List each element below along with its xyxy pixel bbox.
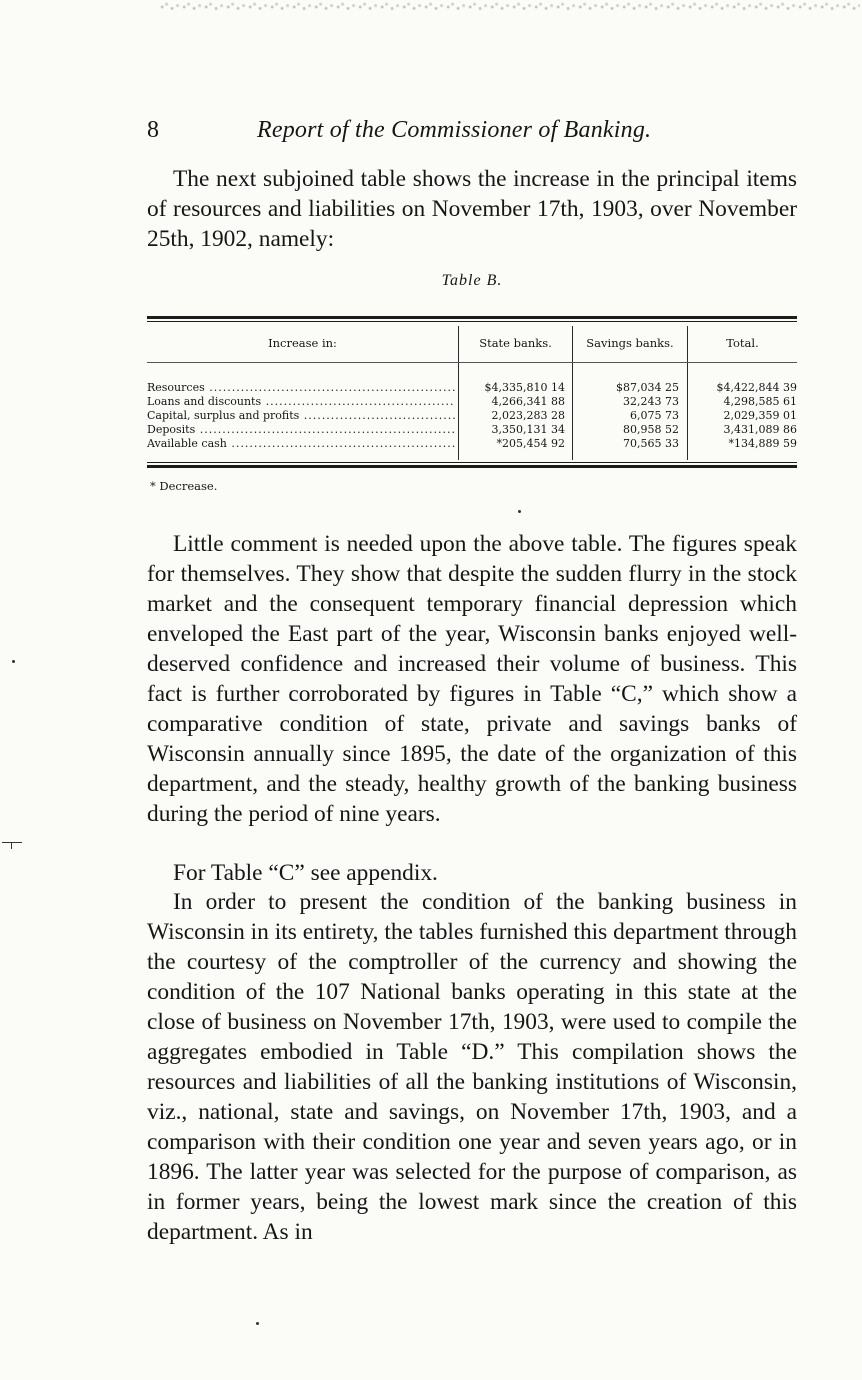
state-banks-value: 3,350,131 34 bbox=[491, 423, 565, 436]
column-header-increase-in: Increase in: bbox=[268, 336, 337, 350]
header-separator bbox=[147, 362, 797, 363]
row-label: Available cash ..... bbox=[147, 438, 455, 450]
running-title: Report of the Commissioner of Banking. bbox=[257, 117, 652, 143]
page-header bbox=[147, 117, 797, 147]
comment-paragraph: Little comment is needed upon the above table. The figures speak for themselves. They show that despite the sudden flurry in the stock market and the consequent temporary financial depression which enveloped the East part of the year, Wisconsin banks enjoyed well-deserved confidence and increased their volume of business. This fact is further corroborated by figures in Table “C,” which show a comparative condition of state, private and savings banks of Wisconsin annually since 1895, the date of the organization of this department, and the steady, healthy growth of the banking business during the period of nine years. bbox=[147, 531, 797, 827]
table-row bbox=[147, 410, 797, 422]
margin-dot bbox=[12, 660, 15, 663]
total-value: $4,422,844 39 bbox=[716, 381, 797, 394]
row-label: Capital, surplus and profits ..... bbox=[147, 410, 455, 422]
column-header-state-banks: State banks. bbox=[479, 336, 552, 350]
table-footnote: * Decrease. bbox=[150, 479, 218, 493]
savings-banks-value: $87,034 25 bbox=[616, 381, 679, 394]
table-row bbox=[147, 396, 797, 408]
table-row bbox=[147, 438, 797, 450]
margin-cross-mark bbox=[2, 840, 22, 850]
state-banks-value: 2,023,283 28 bbox=[491, 409, 565, 422]
table-row bbox=[147, 424, 797, 436]
for-table-line: For Table “C” see appendix. bbox=[173, 860, 438, 886]
scan-speckle-decoration bbox=[160, 0, 860, 14]
total-value: 2,029,359 01 bbox=[723, 409, 797, 422]
ink-dot bbox=[518, 510, 521, 513]
table-row bbox=[147, 382, 797, 394]
row-label: Loans and discounts ..... bbox=[147, 396, 455, 408]
savings-banks-value: 80,958 52 bbox=[623, 423, 679, 436]
total-value: 3,431,089 86 bbox=[723, 423, 797, 436]
order-paragraph: In order to present the condition of the banking business in Wisconsin in its entirety, the tables furnished this department through the courtesy of the comptroller of the currency and showing the condition of the 107 National banks operating in this state at the close of business on November 17th, 1903, were used to compile the aggregates embodied in Table “D.” This compilation shows the resources and liabilities of all the banking institutions of Wisconsin, viz., national, state and savings, on November 17th, 1903, and a comparison with their condition one year and seven years ago, or in 1896. The latter year was selected for the purpose of comparison, as in former years, being the lowest mark since the creation of this department. As in bbox=[147, 889, 797, 1245]
state-banks-value: *205,454 92 bbox=[496, 437, 565, 450]
savings-banks-value: 70,565 33 bbox=[623, 437, 679, 450]
row-label: Deposits ..... bbox=[147, 424, 455, 436]
table-bottom-rule-thin bbox=[147, 462, 797, 463]
column-header-savings-banks: Savings banks. bbox=[586, 336, 674, 350]
ink-dot bbox=[256, 1322, 259, 1325]
state-banks-value: $4,335,810 14 bbox=[484, 381, 565, 394]
total-value: 4,298,585 61 bbox=[723, 395, 797, 408]
table-top-rule-thin bbox=[147, 321, 797, 322]
savings-banks-value: 32,243 73 bbox=[623, 395, 679, 408]
savings-banks-value: 6,075 73 bbox=[630, 409, 679, 422]
state-banks-value: 4,266,341 88 bbox=[491, 395, 565, 408]
table-top-rule bbox=[147, 316, 797, 319]
table-bottom-rule bbox=[147, 465, 797, 468]
table-b bbox=[147, 316, 797, 472]
intro-paragraph: The next subjoined table shows the increase in the principal items of resources and liabilities on November 17th, 1903, over November 25th, 1902, namely: bbox=[147, 166, 797, 252]
page-number: 8 bbox=[147, 117, 159, 143]
total-value: *134,889 59 bbox=[728, 437, 797, 450]
row-label: Resources ..... bbox=[147, 382, 455, 394]
table-caption: Table B. bbox=[441, 272, 503, 289]
column-header-total: Total. bbox=[726, 336, 759, 350]
